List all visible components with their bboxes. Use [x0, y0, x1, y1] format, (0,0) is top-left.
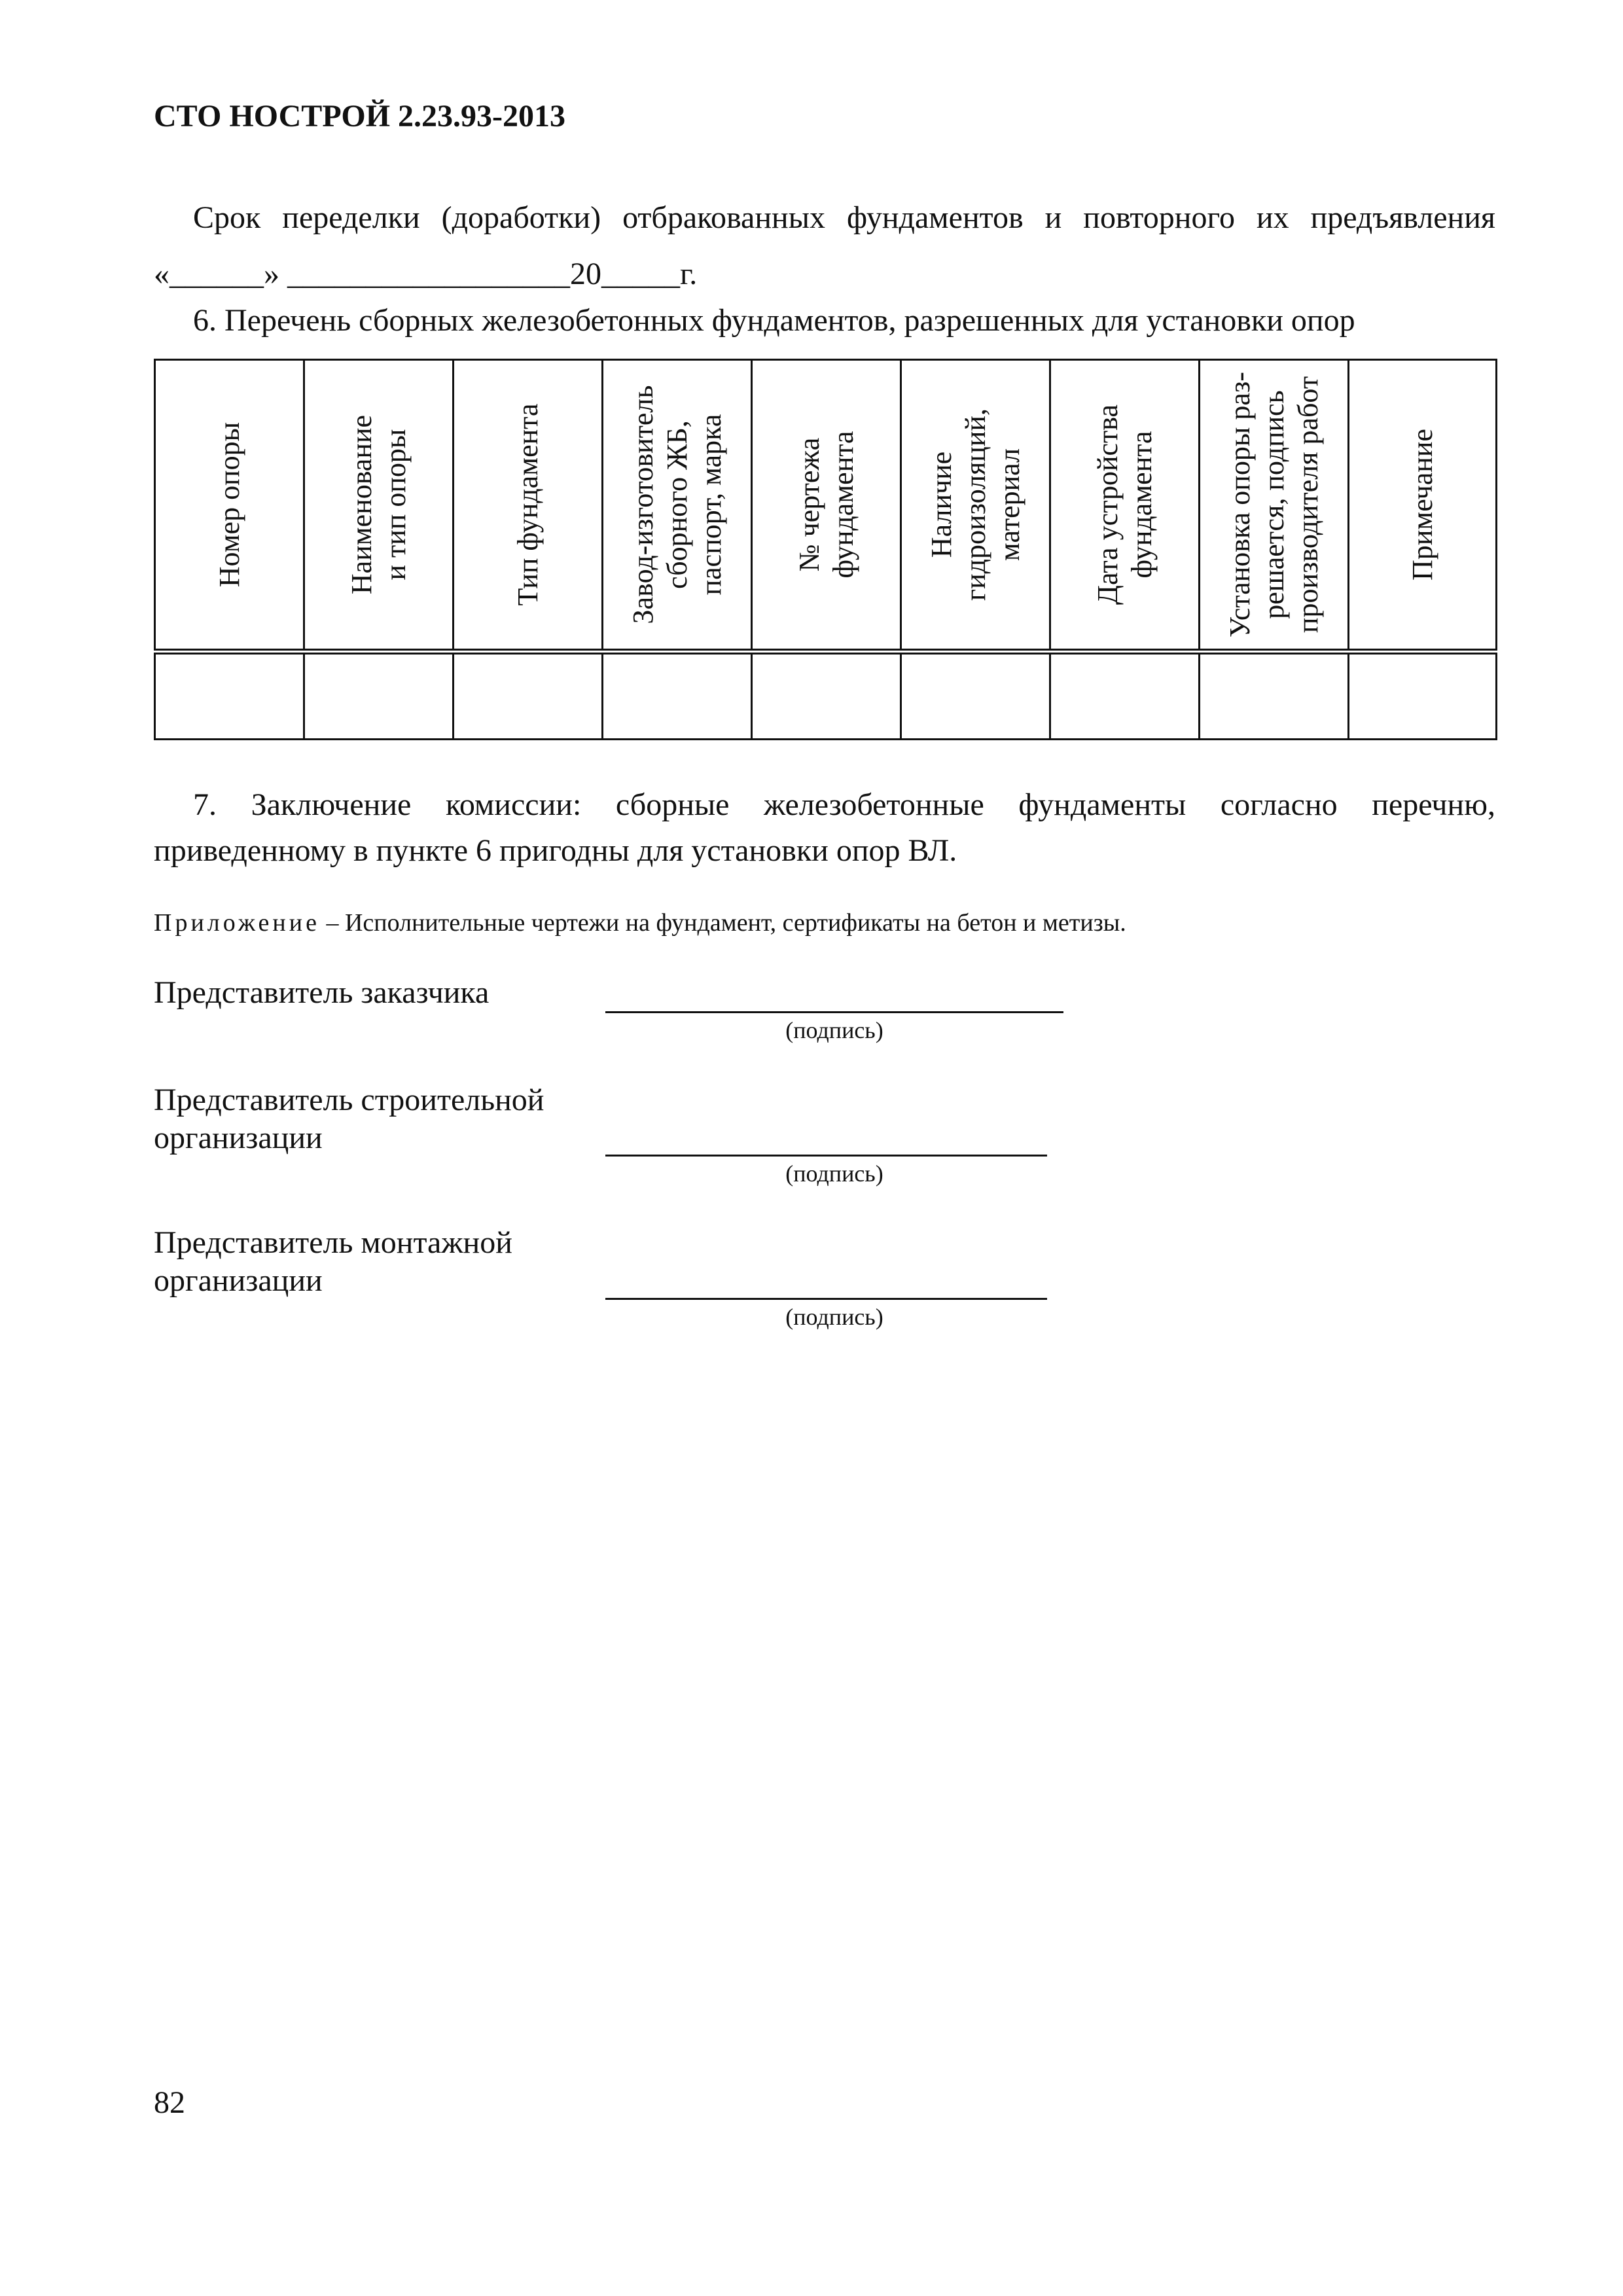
- table-cell[interactable]: [454, 652, 603, 740]
- header-installation-permit: Установка опоры раз- решается, подпись производителя работ: [1200, 360, 1349, 652]
- appendix-text: – Исполнительные чертежи на фундамент, сертификаты на бетон и метизы.: [319, 909, 1126, 937]
- customer-signature-line[interactable]: [605, 1011, 1063, 1013]
- header-drawing-number: № чертежа фундамента: [752, 360, 901, 652]
- table-row: [155, 652, 1497, 740]
- construction-org-representative-label: Представитель строительной организации: [154, 1083, 544, 1155]
- table-cell[interactable]: [603, 652, 752, 740]
- table-header-row: [155, 360, 1497, 652]
- installation-org-representative-label: Представитель монтажной организации: [154, 1225, 512, 1298]
- construction-org-signature-caption: (подпись): [785, 1160, 883, 1187]
- table-cell[interactable]: [1200, 652, 1349, 740]
- header-note: Примечание: [1349, 360, 1497, 652]
- table-cell[interactable]: [304, 652, 454, 740]
- appendix-label: Приложение: [154, 909, 320, 937]
- header-support-number: Номер опоры: [155, 360, 304, 652]
- list-heading-item-6: 6. Перечень сборных железобетонных фундаментов, разрешенных для установки опор: [193, 303, 1355, 338]
- header-waterproofing: Наличие гидроизоляций, материал: [901, 360, 1050, 652]
- table-cell[interactable]: [1050, 652, 1200, 740]
- header-support-name-type: Наименование и тип опоры: [304, 360, 454, 652]
- customer-representative-label: Представитель заказчика: [154, 975, 490, 1010]
- header-manufacturer: Завод-изготовитель сборного ЖБ, паспорт, марка: [603, 360, 752, 652]
- table-cell[interactable]: [752, 652, 901, 740]
- foundations-table: [154, 359, 1497, 740]
- header-foundation-type: Тип фундамента: [454, 360, 603, 652]
- appendix-note: [154, 908, 1126, 937]
- construction-org-signature-line[interactable]: [605, 1155, 1047, 1157]
- table-cell[interactable]: [155, 652, 304, 740]
- table-cell[interactable]: [901, 652, 1050, 740]
- customer-signature-caption: (подпись): [785, 1017, 883, 1043]
- page-number: 82: [154, 2085, 185, 2120]
- commission-conclusion-item-7: 7. Заключение комиссии: сборные железобетонные фундаменты согласно перечню, приведенному в пункте 6 пригодны для установки опор ВЛ.: [154, 787, 1495, 868]
- rework-deadline-paragraph: Срок переделки (доработки) отбракованных фундаментов и повторного их предъявления «______» __________________20_____г.: [154, 200, 1495, 291]
- installation-org-signature-caption: (подпись): [785, 1304, 883, 1330]
- table-cell[interactable]: [1349, 652, 1497, 740]
- header-foundation-date: Дата устройства фундамента: [1050, 360, 1200, 652]
- document-header: СТО НОСТРОЙ 2.23.93-2013: [154, 99, 566, 134]
- installation-org-signature-line[interactable]: [605, 1298, 1047, 1300]
